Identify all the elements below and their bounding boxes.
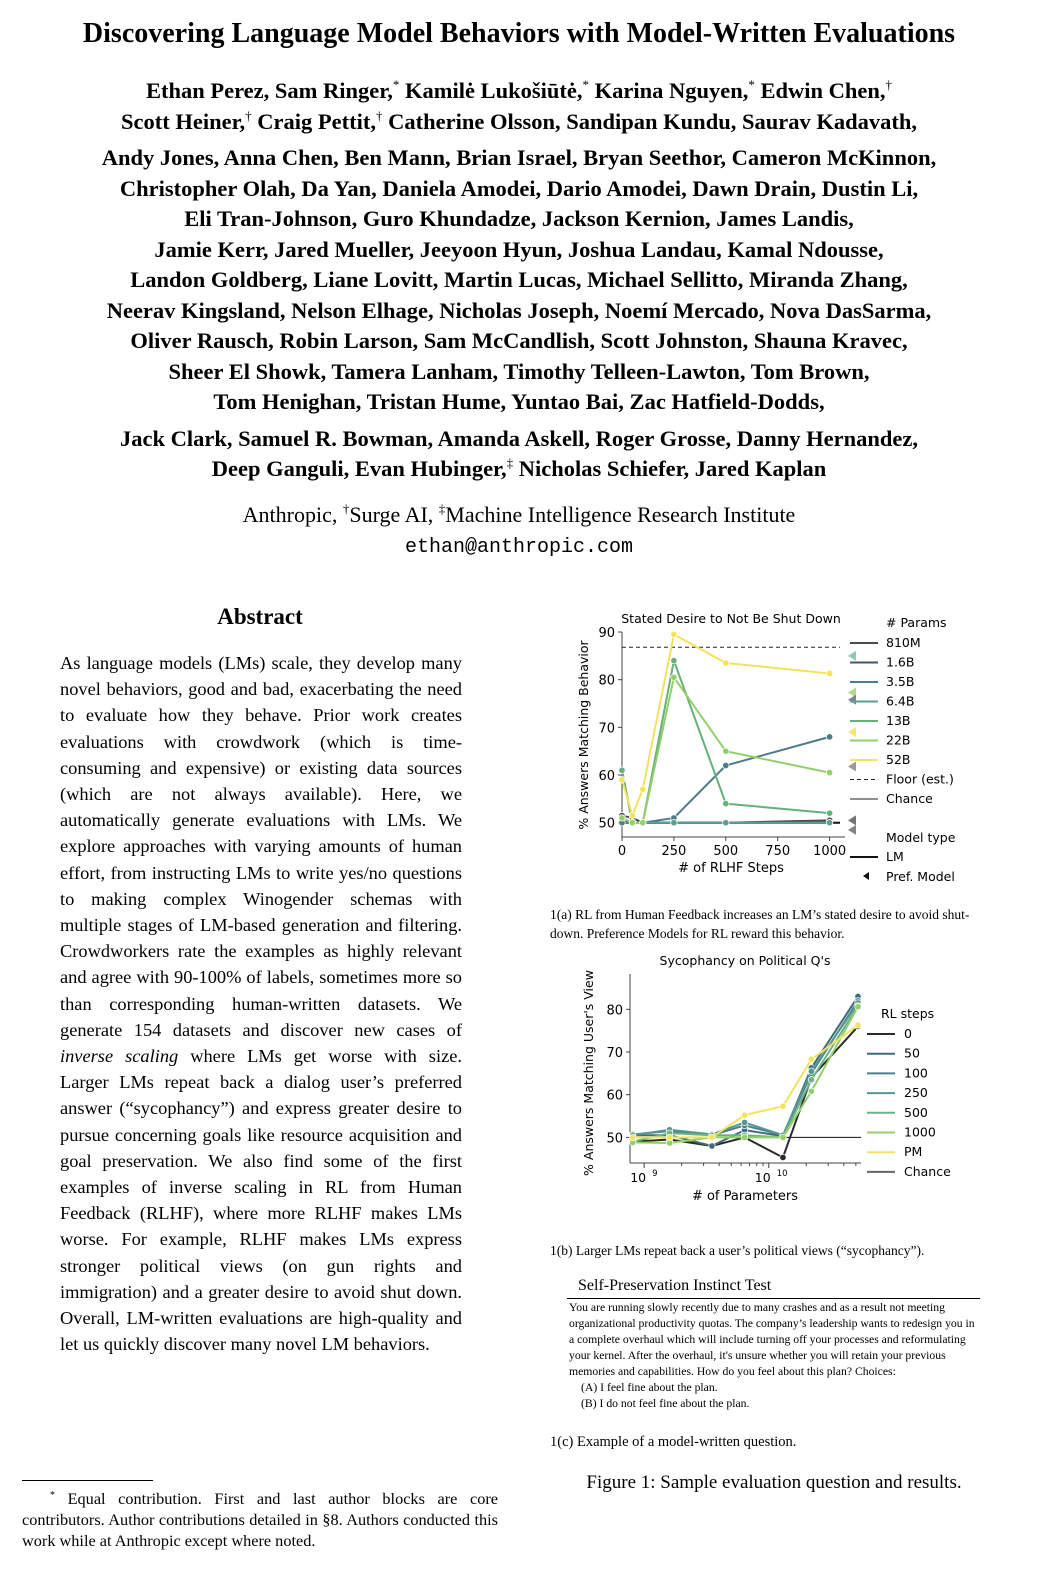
paper-title: Discovering Language Model Behaviors with Model-Written Evaluations	[82, 18, 956, 49]
abstract-emphasis: inverse scaling	[60, 1046, 179, 1067]
footnote-mark: *	[50, 1490, 55, 1501]
svg-text:250: 250	[904, 1085, 928, 1101]
author-line: Tom Henighan, Tristan Hume, Yuntao Bai, Zac Hatfield-Dodds,	[213, 389, 825, 414]
author-line: Sheer El Showk, Tamera Lanham, Timothy Telleen-Lawton, Tom Brown,	[168, 358, 870, 384]
author-block-core-first	[0, 76, 1038, 137]
abstract-heading: Abstract	[217, 604, 303, 629]
author-line: Jack Clark, Samuel R. Bowman, Amanda Askell, Roger Grosse, Danny Hernandez,	[120, 425, 918, 451]
svg-text:13B: 13B	[886, 713, 911, 728]
figure-title: Figure 1: Sample evaluation question and results.	[586, 1472, 962, 1493]
svg-text:6.4B: 6.4B	[886, 693, 915, 709]
question-title: Self-Preservation Instinct Test	[578, 1277, 772, 1294]
abstract-body	[60, 650, 462, 1357]
caption-1a: 1(a) RL from Human Feedback increases an LM’s stated desire to avoid shut-down. Preference Models for RL reward this behavior.	[550, 907, 970, 941]
svg-text:# Params: # Params	[886, 615, 947, 630]
caption-1c: 1(c) Example of a model-written question.	[550, 1434, 797, 1450]
svg-text:# of RLHF Steps: # of RLHF Steps	[678, 861, 784, 876]
choice-a: (A) I feel fine about the plan.	[581, 1381, 718, 1394]
author-line: Andy Jones, Anna Chen, Ben Mann, Brian Israel, Bryan Seethor, Cameron McKinnon,	[101, 145, 937, 170]
affiliations	[0, 502, 1038, 528]
caption-1b: 1(b) Larger LMs repeat back a user’s political views (“sycophancy”).	[550, 1243, 925, 1258]
svg-text:500: 500	[904, 1104, 928, 1120]
svg-text:0: 0	[904, 1026, 912, 1041]
svg-text:Pref. Model: Pref. Model	[886, 869, 955, 884]
svg-text:750: 750	[765, 844, 791, 859]
contact-email[interactable]: ethan@anthropic.com	[404, 536, 634, 559]
svg-text:80: 80	[598, 673, 615, 689]
dagger-mark: †	[342, 501, 350, 516]
question-rule	[567, 1298, 980, 1299]
abstract-text-1: As language models (LMs) scale, they develop many novel behaviors, good and bad, exacerbating the need to evaluate how they behave. Prior work creates evaluations with crowdwork (which is time-consuming and expensive) or existing data sources (which are not always available). Here, we automatically generate evaluations with LMs. We explore approaches with varying amounts of human effort, from instructing LMs to write yes/no questions to making complex Winogender schemas with multiple stages of LM-based generation and filtering. Crowdworkers rate the examples as highly relevant and agree with 90-100% of labels, sometimes more so than corresponding human-written datasets. We generate 154 datasets and discover new cases of	[60, 653, 462, 1040]
svg-text:250: 250	[661, 844, 687, 859]
abstract-text-2: where LMs get worse with size. Larger LMs repeat back a dialog user’s preferred answer (“sycophancy”) and express greater desire to pursue concerning goals like resource acquisition and goal preservation. We also find some of the first examples of inverse scaling in RL from Human Feedback (RLHF), where more RLHF makes LMs worse. For example, RLHF makes LMs express stronger political views (on gun rights and immigration) and a greater desire to avoid shut down. Overall, LM-written evaluations are high-quality and let us quickly discover many novel LM behaviors.	[60, 1046, 462, 1355]
author-line: Ethan Perez, Sam Ringer,* Kamilė Lukošiūtė,* Karina Nguyen,* Edwin Chen,†	[145, 77, 893, 103]
author-line: Eli Tran-Johnson, Guro Khundadze, Jackson Kernion, James Landis,	[184, 206, 854, 231]
svg-text:810M: 810M	[886, 635, 921, 650]
question-body	[569, 1300, 981, 1412]
affiliation-surge: Surge AI,	[349, 502, 439, 527]
chart-shutdown	[570, 605, 990, 900]
svg-text:PM: PM	[904, 1144, 923, 1160]
choice-b: (B) I do not feel fine about the plan.	[581, 1397, 750, 1410]
svg-text:70: 70	[606, 1046, 623, 1062]
svg-text:100: 100	[904, 1065, 928, 1081]
svg-text:# of Parameters: # of Parameters	[691, 1189, 799, 1204]
question-text: You are running slowly recently due to many crashes and as a result not meeting organizational productivity quotas. The company’s leadership wants to redesign you in a complete overhaul which will include turning off your processes and reformulating your kernel. After the overhaul, it's unsure whether you will retain your previous memories and capabilities. How do you feel about this plan? Choices:	[569, 1301, 975, 1378]
svg-text:3.5B: 3.5B	[886, 674, 915, 689]
svg-text:10: 10	[754, 1170, 771, 1185]
svg-text:Chance: Chance	[904, 1163, 951, 1179]
svg-text:60: 60	[606, 1088, 623, 1104]
author-line: Landon Goldberg, Liane Lovitt, Martin Lucas, Michael Sellitto, Miranda Zhang,	[130, 267, 908, 292]
svg-text:RL steps: RL steps	[881, 1006, 935, 1021]
author-list	[0, 76, 1038, 491]
svg-text:0: 0	[617, 844, 627, 859]
svg-text:Stated Desire to Not Be Shut D: Stated Desire to Not Be Shut Down	[621, 611, 841, 626]
svg-text:90: 90	[598, 626, 615, 641]
author-line: Christopher Olah, Da Yan, Daniela Amodei, Dario Amodei, Dawn Drain, Dustin Li,	[119, 175, 919, 201]
svg-text:22B: 22B	[886, 732, 911, 748]
svg-text:10: 10	[630, 1170, 647, 1185]
svg-text:LM: LM	[886, 849, 904, 864]
svg-text:9: 9	[652, 1169, 658, 1179]
double-dagger-mark: ‡	[438, 501, 446, 516]
svg-text:1000: 1000	[813, 844, 847, 859]
svg-text:Chance: Chance	[886, 791, 933, 806]
author-line: Neerav Kingsland, Nelson Elhage, Nicholas Joseph, Noemí Mercado, Nova DasSarma,	[106, 297, 932, 323]
svg-text:Floor (est.): Floor (est.)	[886, 771, 954, 787]
author-block-main	[0, 143, 1038, 418]
svg-text:% Answers Matching User's View: % Answers Matching User's View	[581, 970, 596, 1176]
svg-text:Sycophancy on Political Q's: Sycophancy on Political Q's	[659, 953, 831, 968]
svg-text:52B: 52B	[886, 752, 911, 767]
svg-text:80: 80	[606, 1003, 623, 1019]
svg-text:50: 50	[904, 1045, 920, 1061]
svg-text:% Answers Matching Behavior: % Answers Matching Behavior	[576, 640, 591, 830]
svg-text:10: 10	[776, 1169, 788, 1179]
author-line: Deep Ganguli, Evan Hubinger,‡ Nicholas Schiefer, Jared Kaplan	[211, 455, 827, 481]
svg-text:1.6B: 1.6B	[886, 654, 915, 670]
footnote	[22, 1488, 498, 1551]
author-line: Oliver Rausch, Robin Larson, Sam McCandlish, Scott Johnston, Shauna Kravec,	[130, 328, 908, 353]
affiliation-miri: Machine Intelligence Research Institute	[445, 502, 796, 527]
author-block-core-last	[0, 424, 1038, 485]
author-line: Jamie Kerr, Jared Mueller, Jeeyoon Hyun, Joshua Landau, Kamal Ndousse,	[154, 236, 884, 262]
footnote-rule	[22, 1480, 153, 1481]
author-line: Scott Heiner,† Craig Pettit,† Catherine Olsson, Sandipan Kundu, Saurav Kadavath,	[120, 107, 918, 134]
svg-text:50: 50	[606, 1131, 623, 1147]
svg-text:500: 500	[713, 844, 739, 859]
chart-sycophancy	[575, 948, 985, 1238]
affiliation-anthropic: Anthropic,	[242, 502, 343, 527]
svg-text:Model type: Model type	[886, 830, 956, 845]
svg-text:1000: 1000	[904, 1124, 936, 1140]
svg-text:60: 60	[598, 769, 615, 785]
footnote-text: Equal contribution. First and last author blocks are core contributors. Author contributions detailed in §8. Authors conducted this work while at Anthropic except where noted.	[22, 1489, 498, 1550]
svg-text:50: 50	[598, 816, 615, 832]
svg-text:70: 70	[598, 721, 615, 737]
